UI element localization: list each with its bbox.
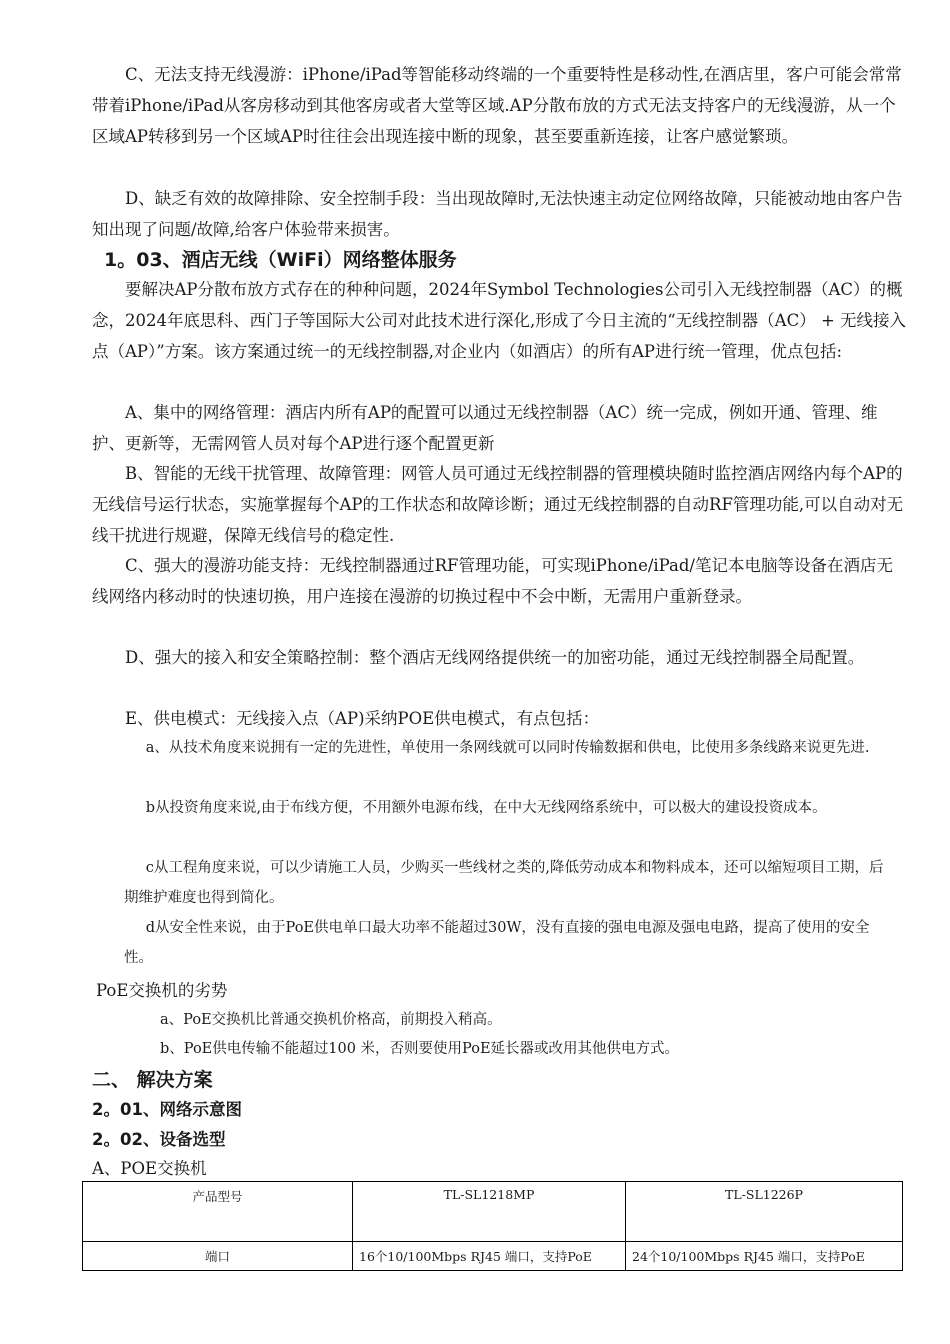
section-heading-2-01: 2。01、网络示意图 — [92, 1100, 242, 1119]
advantage-a: A、集中的网络管理：酒店内所有AP的配置可以通过无线控制器（AC）统一完成，例如开通、管理、维护、更新等，无需网管人员对每个AP进行逐个配置更新 — [92, 403, 878, 453]
poe-cons-title: PoE交换机的劣势 — [96, 981, 228, 1000]
table-row — [83, 1182, 903, 1242]
section-heading-2-02: 2。02、设备选型 — [92, 1130, 226, 1149]
poe-cons-b: b、PoE供电传输不能超过100 米，否则要使用PoE延长器或改用其他供电方式。 — [160, 1041, 680, 1057]
poe-advantage-b: b从投资角度来说,由于布线方便，不用额外电源布线，在中大无线网络系统中，可以极大的建设投资成本。 — [145, 800, 827, 816]
advantage-b: B、智能的无线干扰管理、故障管理：网管人员可通过无线控制器的管理模块随时监控酒店网络内每个AP的无线信号运行状态，实施掌握每个AP的工作状态和故障诊断；通过无线控制器的自动RF管理功能,可以自动对无线干扰进行规避，保障无线信号的稳定性. — [92, 464, 904, 545]
paragraph-ac-intro: 要解决AP分散布放方式存在的种种问题，2024年Symbol Technologies公司引入无线控制器（AC）的概念，2024年底思科、西门子等国际大公司对此技术进行深化,形成了今日主流的“无线控制器（AC） + 无线接入点（AP）”方案。该方案通过统一的无线控制器,对企业内（如酒店）的所有AP进行统一管理，优点包括: — [92, 280, 907, 361]
poe-cons-a: a、PoE交换机比普通交换机价格高，前期投入稍高。 — [160, 1012, 502, 1028]
advantage-c: C、强大的漫游功能支持：无线控制器通过RF管理功能，可实现iPhone/iPad/笔记本电脑等设备在酒店无线网络内移动时的快速切换，用户连接在漫游的切换过程中不会中断，无需用户重新登录。 — [92, 556, 893, 606]
table-cell-port-2: 24个10/100Mbps RJ45 端口，支持PoE — [626, 1242, 903, 1271]
device-spec-table — [82, 1181, 903, 1271]
paragraph-fault-issue: D、缺乏有效的故障排除、安全控制手段：当出现故障时,无法快速主动定位网络故障，只能被动地由客户告知出现了问题/故障,给客户体验带来损害。 — [92, 189, 903, 239]
section-heading-2: 二、 解决方案 — [92, 1069, 213, 1091]
table-cell-model-1: TL-SL1218MP — [353, 1182, 626, 1242]
advantage-e: E、供电模式：无线接入点（AP)采纳POE供电模式，有点包括： — [125, 709, 600, 728]
section-heading-1-03: 1。03、酒店无线（WiFi）网络整体服务 — [104, 249, 457, 271]
table-cell-model-2: TL-SL1226P — [626, 1182, 903, 1242]
table-cell-model-label: 产品型号 — [83, 1182, 353, 1242]
table-row — [83, 1242, 903, 1271]
poe-advantage-c: c从工程角度来说，可以少请施工人员，少购买一些线材之类的,降低劳动成本和物料成本，还可以缩短项目工期，后期维护难度也得到简化。 — [124, 860, 884, 906]
poe-advantage-d: d从安全性来说，由于PoE供电单口最大功率不能超过30W，没有直接的强电电源及强电电路，提高了使用的安全性。 — [124, 920, 870, 966]
table-cell-port-label: 端口 — [83, 1242, 353, 1271]
advantage-d: D、强大的接入和安全策略控制：整个酒店无线网络提供统一的加密功能，通过无线控制器全局配置。 — [125, 648, 865, 667]
poe-switch-label: A、POE交换机 — [92, 1159, 207, 1178]
poe-advantage-a: a、从技术角度来说拥有一定的先进性，单使用一条网线就可以同时传输数据和供电，比使用多条线路来说更先进. — [145, 740, 870, 756]
table-cell-port-1: 16个10/100Mbps RJ45 端口，支持PoE — [353, 1242, 626, 1271]
paragraph-roaming-issue: C、无法支持无线漫游：iPhone/iPad等智能移动终端的一个重要特性是移动性,在酒店里，客户可能会常常带着iPhone/iPad从客房移动到其他客房或者大堂等区域.AP分散布放的方式无法支持客户的无线漫游，从一个区域AP转移到另一个区域AP时往往会出现连接中断的现象，甚至要重新连接，让客户感觉繁琐。 — [92, 65, 902, 146]
